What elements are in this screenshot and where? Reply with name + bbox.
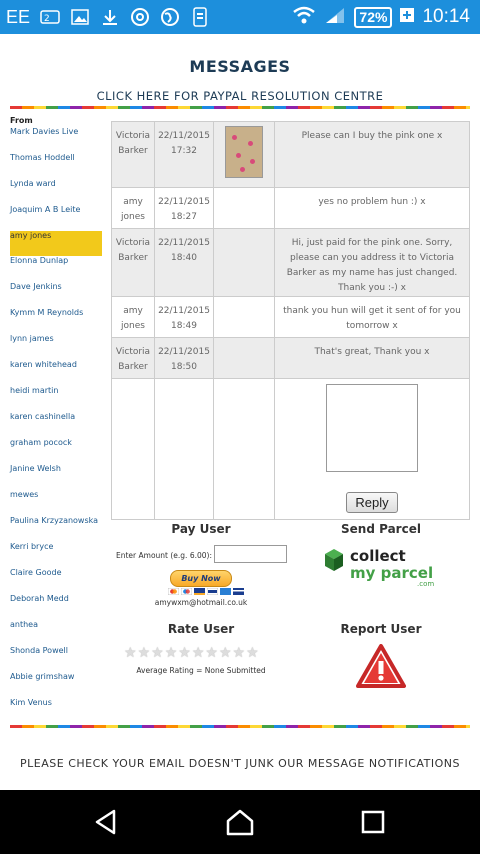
message-text: thank you hun will get it sent of for you tomorrow x (275, 297, 470, 338)
rate-user-title: Rate User (167, 622, 235, 636)
amex-icon (220, 588, 231, 595)
attachment-cell (214, 122, 275, 188)
signal-icon (324, 6, 346, 29)
star-icon[interactable]: ★ (218, 645, 232, 661)
wifi-icon (292, 6, 316, 29)
payment-cards (168, 588, 244, 595)
send-parcel-title: Send Parcel (341, 522, 421, 536)
amount-input[interactable] (214, 545, 287, 563)
reply-cell (275, 379, 470, 520)
attachment-thumbnail[interactable] (225, 126, 263, 178)
navigation-bar (0, 790, 480, 854)
contact-item[interactable]: Lynda ward (10, 179, 56, 188)
sender-first-name: amy (123, 197, 143, 207)
contact-item[interactable]: Paulina Krzyzanowska (10, 516, 99, 525)
date-cell (155, 338, 214, 379)
rainbow-divider (10, 106, 470, 109)
globe-icon (160, 7, 180, 27)
sender-last-name: jones (121, 321, 145, 331)
sim-icon (40, 7, 60, 27)
contact-item[interactable]: Dave Jenkins (10, 282, 62, 291)
contact-item[interactable]: Deborah Medd (10, 594, 69, 603)
visa-electron-icon (207, 588, 218, 595)
message-date: 22/11/2015 (158, 238, 210, 248)
date-cell (155, 122, 214, 188)
contact-list (10, 127, 102, 724)
recents-button[interactable] (343, 800, 403, 844)
message-date: 22/11/2015 (158, 197, 210, 207)
message-date: 22/11/2015 (158, 347, 210, 357)
contact-item[interactable]: graham pocock (10, 438, 72, 447)
page-title: MESSAGES (189, 57, 291, 76)
sender-cell (112, 338, 155, 379)
message-time: 18:40 (171, 253, 197, 263)
message-text: yes no problem hun :) x (275, 188, 470, 229)
contact-item[interactable]: karen whitehead (10, 360, 77, 369)
charging-plus-icon (400, 8, 414, 27)
star-icon[interactable]: ★ (205, 645, 218, 661)
contact-item[interactable]: mewes (10, 490, 39, 499)
thumbnail-dot (232, 135, 237, 140)
gallery-icon (70, 7, 90, 27)
message-row (112, 338, 470, 379)
attachment-cell (214, 229, 275, 297)
star-icon[interactable]: ★ (151, 645, 164, 661)
carrier-label: EE (6, 6, 31, 27)
status-bar (0, 0, 480, 34)
attachment-cell (214, 297, 275, 338)
reply-empty-cell (155, 379, 214, 520)
star-icon[interactable]: ★ (232, 645, 246, 661)
message-date: 22/11/2015 (158, 131, 210, 141)
message-time: 17:32 (171, 146, 197, 156)
recents-icon (360, 809, 386, 835)
device-icon (190, 7, 210, 27)
pay-email: amywxm@hotmail.co.uk (154, 598, 248, 607)
from-label: From (10, 116, 33, 125)
message-row (112, 229, 470, 297)
logo-suffix: .com (417, 580, 435, 587)
message-time: 18:49 (171, 321, 197, 331)
star-icon[interactable]: ★ (246, 645, 259, 661)
pay-user-title: Pay User (171, 522, 231, 536)
star-icon[interactable]: ★ (164, 645, 178, 661)
amount-label: Enter Amount (e.g. 6.00): (116, 551, 212, 560)
contacts-sidebar (10, 116, 102, 724)
contact-item[interactable]: Kymm M Reynolds (10, 308, 84, 317)
message-text: That's great, Thank you x (275, 338, 470, 379)
rating-stars[interactable] (124, 645, 259, 661)
message-time: 18:27 (171, 212, 197, 222)
message-text: Hi, just paid for the pink one. Sorry, please can you address it to Victoria Barker as my name has just changed. Thank you :-) x (275, 229, 470, 297)
star-icon[interactable]: ★ (178, 645, 191, 661)
contact-item[interactable]: lynn james (10, 334, 54, 343)
buy-now-button[interactable]: Buy Now (170, 570, 232, 587)
message-date: 22/11/2015 (158, 306, 210, 316)
logo-word-myparcel: my parcel (350, 564, 434, 582)
battery-indicator: 72% (354, 7, 392, 28)
contact-item[interactable]: Janine Welsh (10, 464, 61, 473)
reply-empty-cell (214, 379, 275, 520)
contact-item[interactable]: Joaquim A B Leite (10, 205, 81, 214)
reply-textarea[interactable] (326, 384, 418, 472)
collect-my-parcel-logo[interactable] (323, 545, 443, 587)
thumbnail-dot (240, 167, 245, 172)
svg-text:2: 2 (44, 14, 50, 24)
star-icon[interactable]: ★ (137, 645, 151, 661)
date-cell (155, 297, 214, 338)
sender-last-name: Barker (118, 146, 148, 156)
attachment-cell (214, 188, 275, 229)
clock: 10:14 (422, 6, 470, 27)
sender-last-name: Barker (118, 253, 148, 263)
message-row (112, 188, 470, 229)
maestro-icon (181, 588, 192, 595)
thumbnail-dot (250, 159, 255, 164)
sender-last-name: Barker (118, 362, 148, 372)
thumbnail-dot (248, 141, 253, 146)
star-icon[interactable]: ★ (191, 645, 205, 661)
message-row (112, 297, 470, 338)
average-rating: Average Rating = None Submitted (136, 666, 266, 675)
paypal-resolution-link[interactable]: CLICK HERE FOR PAYPAL RESOLUTION CENTRE (96, 89, 384, 103)
reply-button[interactable]: Reply (346, 492, 397, 513)
sender-first-name: Victoria (115, 347, 151, 357)
sender-last-name: jones (121, 212, 145, 222)
contact-item[interactable]: heidi martin (10, 386, 59, 395)
contact-item[interactable]: Kim Venus (10, 698, 52, 707)
contact-item[interactable]: Claire Goode (10, 568, 62, 577)
star-icon[interactable]: ★ (124, 645, 137, 661)
date-cell (155, 188, 214, 229)
message-time: 18:50 (171, 362, 197, 372)
message-row (112, 122, 470, 188)
contact-item[interactable]: Abbie grimshaw (10, 672, 75, 681)
sender-first-name: amy (123, 306, 143, 316)
attachment-cell (214, 338, 275, 379)
contact-item[interactable]: Shonda Powell (10, 646, 68, 655)
messages-table (111, 121, 470, 520)
sender-cell (112, 229, 155, 297)
bank-card-icon (233, 588, 244, 595)
thumbnail-dot (236, 153, 241, 158)
date-cell (155, 229, 214, 297)
sender-first-name: Victoria (115, 238, 151, 248)
reply-empty-cell (112, 379, 155, 520)
lifebuoy-icon (130, 7, 150, 27)
report-warning-icon[interactable] (356, 644, 406, 688)
home-icon (225, 808, 255, 836)
back-icon (92, 808, 120, 836)
parcel-box-icon (325, 549, 343, 571)
contact-item[interactable]: anthea (10, 620, 39, 629)
sender-cell (112, 188, 155, 229)
download-icon (100, 7, 120, 27)
rainbow-divider-bottom (10, 725, 470, 728)
visa-icon (194, 588, 205, 595)
back-button[interactable] (76, 800, 136, 844)
sender-cell (112, 297, 155, 338)
contact-item[interactable]: karen cashinella (10, 412, 76, 421)
contact-item[interactable]: Kerri bryce (10, 542, 54, 551)
sender-first-name: Victoria (115, 131, 151, 141)
contact-item[interactable]: Mark Davies Live (10, 127, 79, 136)
logo-word-collect: collect (350, 547, 406, 565)
contact-item[interactable]: Elonna Dunlap (10, 256, 69, 265)
contact-item[interactable]: Thomas Hoddell (10, 153, 75, 162)
mastercard-icon (168, 588, 179, 595)
sender-cell (112, 122, 155, 188)
report-user-title: Report User (340, 622, 422, 636)
home-button[interactable] (210, 800, 270, 844)
junk-notice: PLEASE CHECK YOUR EMAIL DOESN'T JUNK OUR MESSAGE NOTIFICATIONS (20, 757, 460, 770)
message-text: Please can I buy the pink one x (275, 122, 470, 188)
reply-row (112, 379, 470, 520)
contact-item[interactable]: amy jones (10, 231, 102, 256)
